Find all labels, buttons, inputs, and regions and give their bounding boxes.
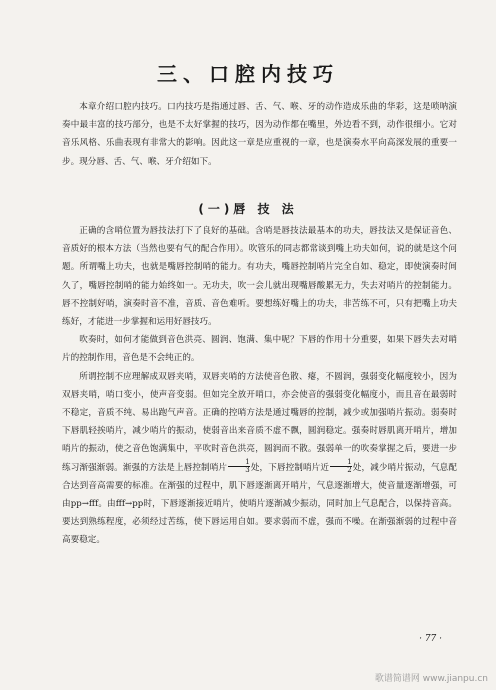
paragraph-3-start: 所谓控制不应理解成双唇夹哨，双唇夹哨的方法使音色散、瘪，不圆润，强弱变化幅度较小，因为双唇夹哨，哨口变小，使声音变弱。但如完全放开哨口，亦会使音的强弱变化幅度小，而且音在最弱时不稳定，音质不纯、易出跑气声音。正确的控哨方法是通过嘴唇的控制，减少或加强哨片振动。弱奏时下唇肌轻挨哨片，减少哨片的振动，使弱音出来音质不虚不飘，圆润稳定。强奏时唇肌离开哨片，增加哨片的振动，使之音色饱满集中，平吹时音色洪亮，圆润而不散。强弱单一的吹奏掌握之后，要进一步练习渐强渐弱。渐强的方法是上唇控制哨片: [62, 371, 457, 473]
paragraph-2: 吹奏时，如何才能做到音色洪亮、圆润、饱满、集中呢？下唇的作用十分重要，如果下唇失去对哨片的控制作用，音色是不会纯正的。: [62, 335, 457, 364]
paragraph-3: [62, 368, 457, 550]
paragraph-3-end: 处，减少哨片振动，气息配合达到音高需要的标准。在渐强的过程中，肌下唇逐渐离开哨片，气息逐渐增大，使音量逐渐增强，可由pp→fff。由fff→pp时，下唇逐渐接近哨片，使哨片逐渐减少振动，同时加上气息配合，以保持音高。要达到熟练程度，必须经过苦练，使下唇运用自如。要求弱而不虚，强而不噪。在渐强渐弱的过程中音高要稳定。: [62, 462, 457, 546]
intro-text: 本章介绍口腔内技巧。口内技巧是指通过唇、舌、气、喉、牙的动作造成乐曲的华彩，这是唢呐演奏中最丰富的技巧部分，也是不太好掌握的技巧，因为动作都在嘴里，外边看不到，动作很细小。它对音乐风格、乐曲表现有非常大的影响。因此这一章是应重视的一章，也是演奏水平向高深发展的重要一步。现分唇、舌、气、喉、牙介绍如下。: [62, 102, 457, 167]
section-body: [62, 222, 457, 550]
paragraph-3-mid: 处，下唇控制哨片近: [250, 462, 330, 473]
section-heading: (一)唇 技 法: [198, 202, 298, 216]
intro-paragraph: [62, 98, 457, 171]
page-number: · 77 ·: [419, 634, 442, 644]
fraction-one-third: $\frac{1}{3}$: [228, 459, 250, 474]
watermark: 歌谱简谱网 www.jianpu.cn: [374, 674, 488, 684]
fraction-one-half: $\frac{1}{2}$: [330, 459, 352, 474]
paragraph-1: 正确的含哨位置为唇技法打下了良好的基础。含哨是唇技法最基本的功夫，唇技法又是保证音色、音质好的根本方法（当然也要有气的配合作用）。吹管乐的同志都常谈到嘴上功夫如何，说的就是这个问题。所谓嘴上功夫，也就是嘴唇控制哨的能力。有功夫，嘴唇控制哨片完全自如、稳定，即使演奏时间久了，嘴唇控制哨的能力始终如一。无功夫，吹一会儿就出现嘴唇酸累无力，失去对哨片的控制能力。唇不控制好哨，演奏时音不准，音质、音色难听。要想练好嘴上的功夫，非苦练不可，只有把嘴上功夫练好，才能进一步掌握和运用好唇技巧。: [62, 226, 457, 328]
chapter-title: 三、口腔内技巧: [157, 62, 339, 86]
